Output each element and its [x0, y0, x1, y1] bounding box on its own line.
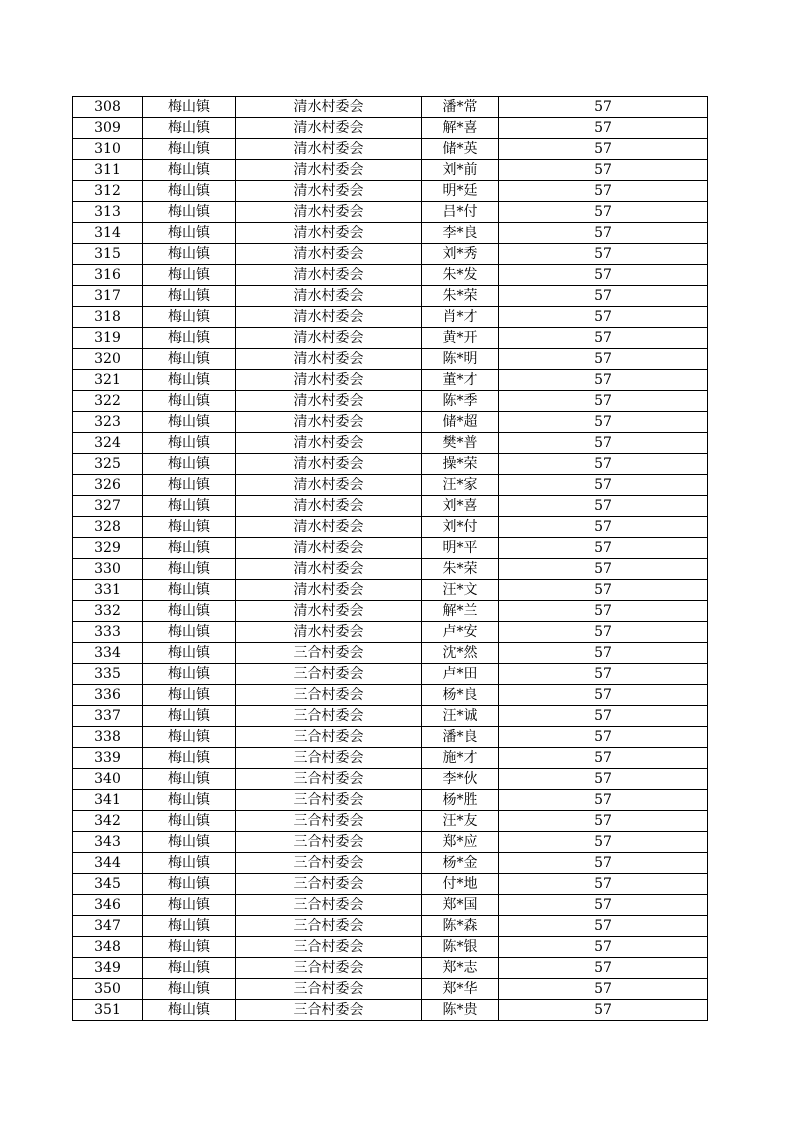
village-committee-cell: 清水村委会	[236, 160, 422, 181]
row-number-cell: 347	[73, 916, 143, 937]
row-number-cell: 326	[73, 475, 143, 496]
table-row	[73, 412, 708, 433]
village-committee-cell: 清水村委会	[236, 580, 422, 601]
table-row	[73, 769, 708, 790]
row-number-cell: 332	[73, 601, 143, 622]
amount-cell: 57	[499, 979, 708, 1000]
village-committee-cell: 三合村委会	[236, 706, 422, 727]
name-cell: 陈*季	[422, 391, 499, 412]
table-row	[73, 832, 708, 853]
name-cell: 陈*贵	[422, 1000, 499, 1021]
row-number-cell: 320	[73, 349, 143, 370]
amount-cell: 57	[499, 895, 708, 916]
row-number-cell: 350	[73, 979, 143, 1000]
amount-cell: 57	[499, 118, 708, 139]
table-row	[73, 643, 708, 664]
town-cell: 梅山镇	[143, 685, 236, 706]
village-committee-cell: 清水村委会	[236, 496, 422, 517]
name-cell: 储*英	[422, 139, 499, 160]
amount-cell: 57	[499, 664, 708, 685]
table-row	[73, 391, 708, 412]
table-row	[73, 559, 708, 580]
amount-cell: 57	[499, 412, 708, 433]
table-row	[73, 853, 708, 874]
name-cell: 杨*良	[422, 685, 499, 706]
row-number-cell: 323	[73, 412, 143, 433]
amount-cell: 57	[499, 307, 708, 328]
amount-cell: 57	[499, 748, 708, 769]
table-row	[73, 139, 708, 160]
table-row	[73, 181, 708, 202]
village-committee-cell: 清水村委会	[236, 265, 422, 286]
amount-cell: 57	[499, 853, 708, 874]
row-number-cell: 345	[73, 874, 143, 895]
row-number-cell: 346	[73, 895, 143, 916]
town-cell: 梅山镇	[143, 643, 236, 664]
row-number-cell: 335	[73, 664, 143, 685]
village-committee-cell: 三合村委会	[236, 727, 422, 748]
row-number-cell: 310	[73, 139, 143, 160]
table-row	[73, 874, 708, 895]
village-committee-cell: 清水村委会	[236, 181, 422, 202]
table-row	[73, 97, 708, 118]
row-number-cell: 314	[73, 223, 143, 244]
village-committee-cell: 三合村委会	[236, 958, 422, 979]
town-cell: 梅山镇	[143, 874, 236, 895]
village-committee-cell: 清水村委会	[236, 307, 422, 328]
row-number-cell: 316	[73, 265, 143, 286]
amount-cell: 57	[499, 559, 708, 580]
village-committee-cell: 三合村委会	[236, 916, 422, 937]
table-row	[73, 580, 708, 601]
row-number-cell: 334	[73, 643, 143, 664]
row-number-cell: 349	[73, 958, 143, 979]
amount-cell: 57	[499, 790, 708, 811]
row-number-cell: 309	[73, 118, 143, 139]
row-number-cell: 315	[73, 244, 143, 265]
town-cell: 梅山镇	[143, 622, 236, 643]
town-cell: 梅山镇	[143, 181, 236, 202]
town-cell: 梅山镇	[143, 517, 236, 538]
name-cell: 汪*友	[422, 811, 499, 832]
row-number-cell: 322	[73, 391, 143, 412]
row-number-cell: 342	[73, 811, 143, 832]
village-committee-cell: 清水村委会	[236, 622, 422, 643]
village-committee-cell: 清水村委会	[236, 223, 422, 244]
amount-cell: 57	[499, 538, 708, 559]
table-row	[73, 517, 708, 538]
row-number-cell: 308	[73, 97, 143, 118]
name-cell: 刘*秀	[422, 244, 499, 265]
amount-cell: 57	[499, 622, 708, 643]
row-number-cell: 336	[73, 685, 143, 706]
amount-cell: 57	[499, 496, 708, 517]
table-row	[73, 223, 708, 244]
name-cell: 解*兰	[422, 601, 499, 622]
amount-cell: 57	[499, 265, 708, 286]
row-number-cell: 325	[73, 454, 143, 475]
village-committee-cell: 清水村委会	[236, 349, 422, 370]
row-number-cell: 348	[73, 937, 143, 958]
table-row	[73, 622, 708, 643]
village-committee-cell: 清水村委会	[236, 517, 422, 538]
name-cell: 朱*荣	[422, 559, 499, 580]
table-row	[73, 811, 708, 832]
amount-cell: 57	[499, 391, 708, 412]
name-cell: 刘*前	[422, 160, 499, 181]
name-cell: 朱*发	[422, 265, 499, 286]
data-table	[72, 96, 708, 1021]
table-row	[73, 895, 708, 916]
name-cell: 陈*森	[422, 916, 499, 937]
village-committee-cell: 三合村委会	[236, 769, 422, 790]
name-cell: 郑*应	[422, 832, 499, 853]
row-number-cell: 329	[73, 538, 143, 559]
name-cell: 潘*常	[422, 97, 499, 118]
village-committee-cell: 三合村委会	[236, 643, 422, 664]
amount-cell: 57	[499, 181, 708, 202]
table-row	[73, 349, 708, 370]
row-number-cell: 338	[73, 727, 143, 748]
name-cell: 樊*普	[422, 433, 499, 454]
town-cell: 梅山镇	[143, 223, 236, 244]
row-number-cell: 324	[73, 433, 143, 454]
village-committee-cell: 三合村委会	[236, 685, 422, 706]
amount-cell: 57	[499, 874, 708, 895]
town-cell: 梅山镇	[143, 475, 236, 496]
table-row	[73, 538, 708, 559]
table-row	[73, 958, 708, 979]
row-number-cell: 351	[73, 1000, 143, 1021]
name-cell: 吕*付	[422, 202, 499, 223]
town-cell: 梅山镇	[143, 895, 236, 916]
table-row	[73, 727, 708, 748]
amount-cell: 57	[499, 601, 708, 622]
amount-cell: 57	[499, 517, 708, 538]
village-committee-cell: 三合村委会	[236, 874, 422, 895]
village-committee-cell: 清水村委会	[236, 391, 422, 412]
amount-cell: 57	[499, 475, 708, 496]
town-cell: 梅山镇	[143, 706, 236, 727]
row-number-cell: 340	[73, 769, 143, 790]
table-row	[73, 790, 708, 811]
name-cell: 付*地	[422, 874, 499, 895]
town-cell: 梅山镇	[143, 118, 236, 139]
town-cell: 梅山镇	[143, 496, 236, 517]
name-cell: 郑*华	[422, 979, 499, 1000]
row-number-cell: 313	[73, 202, 143, 223]
row-number-cell: 328	[73, 517, 143, 538]
name-cell: 刘*付	[422, 517, 499, 538]
table-row	[73, 979, 708, 1000]
town-cell: 梅山镇	[143, 265, 236, 286]
village-committee-cell: 三合村委会	[236, 1000, 422, 1021]
row-number-cell: 312	[73, 181, 143, 202]
village-committee-cell: 清水村委会	[236, 370, 422, 391]
village-committee-cell: 三合村委会	[236, 748, 422, 769]
table-row	[73, 1000, 708, 1021]
amount-cell: 57	[499, 811, 708, 832]
name-cell: 黄*开	[422, 328, 499, 349]
town-cell: 梅山镇	[143, 370, 236, 391]
town-cell: 梅山镇	[143, 349, 236, 370]
village-committee-cell: 清水村委会	[236, 118, 422, 139]
name-cell: 潘*良	[422, 727, 499, 748]
name-cell: 李*伙	[422, 769, 499, 790]
amount-cell: 57	[499, 349, 708, 370]
village-committee-cell: 清水村委会	[236, 244, 422, 265]
town-cell: 梅山镇	[143, 1000, 236, 1021]
amount-cell: 57	[499, 286, 708, 307]
name-cell: 董*才	[422, 370, 499, 391]
town-cell: 梅山镇	[143, 160, 236, 181]
town-cell: 梅山镇	[143, 244, 236, 265]
name-cell: 施*才	[422, 748, 499, 769]
amount-cell: 57	[499, 832, 708, 853]
village-committee-cell: 三合村委会	[236, 790, 422, 811]
name-cell: 明*廷	[422, 181, 499, 202]
town-cell: 梅山镇	[143, 748, 236, 769]
amount-cell: 57	[499, 454, 708, 475]
table-row	[73, 307, 708, 328]
town-cell: 梅山镇	[143, 328, 236, 349]
village-committee-cell: 清水村委会	[236, 97, 422, 118]
row-number-cell: 343	[73, 832, 143, 853]
row-number-cell: 311	[73, 160, 143, 181]
table-row	[73, 685, 708, 706]
village-committee-cell: 清水村委会	[236, 139, 422, 160]
row-number-cell: 337	[73, 706, 143, 727]
name-cell: 解*喜	[422, 118, 499, 139]
town-cell: 梅山镇	[143, 97, 236, 118]
town-cell: 梅山镇	[143, 958, 236, 979]
name-cell: 陈*银	[422, 937, 499, 958]
village-committee-cell: 清水村委会	[236, 475, 422, 496]
town-cell: 梅山镇	[143, 769, 236, 790]
amount-cell: 57	[499, 97, 708, 118]
amount-cell: 57	[499, 202, 708, 223]
name-cell: 汪*文	[422, 580, 499, 601]
amount-cell: 57	[499, 223, 708, 244]
name-cell: 朱*荣	[422, 286, 499, 307]
table-row	[73, 916, 708, 937]
amount-cell: 57	[499, 706, 708, 727]
amount-cell: 57	[499, 727, 708, 748]
village-committee-cell: 清水村委会	[236, 202, 422, 223]
village-committee-cell: 清水村委会	[236, 559, 422, 580]
village-committee-cell: 三合村委会	[236, 979, 422, 1000]
table-row	[73, 601, 708, 622]
row-number-cell: 330	[73, 559, 143, 580]
amount-cell: 57	[499, 937, 708, 958]
row-number-cell: 341	[73, 790, 143, 811]
row-number-cell: 327	[73, 496, 143, 517]
village-committee-cell: 清水村委会	[236, 601, 422, 622]
table-row	[73, 748, 708, 769]
row-number-cell: 331	[73, 580, 143, 601]
town-cell: 梅山镇	[143, 454, 236, 475]
village-committee-cell: 三合村委会	[236, 895, 422, 916]
name-cell: 郑*国	[422, 895, 499, 916]
name-cell: 李*良	[422, 223, 499, 244]
name-cell: 沈*然	[422, 643, 499, 664]
village-committee-cell: 三合村委会	[236, 664, 422, 685]
village-committee-cell: 三合村委会	[236, 811, 422, 832]
town-cell: 梅山镇	[143, 538, 236, 559]
village-committee-cell: 三合村委会	[236, 832, 422, 853]
town-cell: 梅山镇	[143, 811, 236, 832]
amount-cell: 57	[499, 958, 708, 979]
amount-cell: 57	[499, 769, 708, 790]
table-body	[73, 97, 708, 1021]
town-cell: 梅山镇	[143, 916, 236, 937]
table-row	[73, 265, 708, 286]
amount-cell: 57	[499, 139, 708, 160]
village-committee-cell: 清水村委会	[236, 328, 422, 349]
name-cell: 汪*家	[422, 475, 499, 496]
amount-cell: 57	[499, 328, 708, 349]
village-committee-cell: 三合村委会	[236, 937, 422, 958]
amount-cell: 57	[499, 244, 708, 265]
village-committee-cell: 清水村委会	[236, 454, 422, 475]
amount-cell: 57	[499, 370, 708, 391]
name-cell: 刘*喜	[422, 496, 499, 517]
town-cell: 梅山镇	[143, 391, 236, 412]
row-number-cell: 333	[73, 622, 143, 643]
name-cell: 郑*志	[422, 958, 499, 979]
amount-cell: 57	[499, 685, 708, 706]
amount-cell: 57	[499, 1000, 708, 1021]
table-row	[73, 286, 708, 307]
village-committee-cell: 三合村委会	[236, 853, 422, 874]
amount-cell: 57	[499, 643, 708, 664]
town-cell: 梅山镇	[143, 832, 236, 853]
table-row	[73, 118, 708, 139]
row-number-cell: 318	[73, 307, 143, 328]
table-row	[73, 706, 708, 727]
amount-cell: 57	[499, 580, 708, 601]
amount-cell: 57	[499, 916, 708, 937]
town-cell: 梅山镇	[143, 664, 236, 685]
town-cell: 梅山镇	[143, 412, 236, 433]
name-cell: 明*平	[422, 538, 499, 559]
name-cell: 储*超	[422, 412, 499, 433]
name-cell: 汪*诚	[422, 706, 499, 727]
row-number-cell: 344	[73, 853, 143, 874]
town-cell: 梅山镇	[143, 307, 236, 328]
name-cell: 杨*胜	[422, 790, 499, 811]
town-cell: 梅山镇	[143, 853, 236, 874]
table-row	[73, 937, 708, 958]
name-cell: 杨*金	[422, 853, 499, 874]
town-cell: 梅山镇	[143, 202, 236, 223]
table-row	[73, 496, 708, 517]
town-cell: 梅山镇	[143, 559, 236, 580]
name-cell: 肖*才	[422, 307, 499, 328]
table-row	[73, 454, 708, 475]
amount-cell: 57	[499, 433, 708, 454]
row-number-cell: 321	[73, 370, 143, 391]
table-row	[73, 664, 708, 685]
amount-cell: 57	[499, 160, 708, 181]
town-cell: 梅山镇	[143, 580, 236, 601]
table-row	[73, 328, 708, 349]
table-row	[73, 370, 708, 391]
name-cell: 操*荣	[422, 454, 499, 475]
name-cell: 卢*安	[422, 622, 499, 643]
village-committee-cell: 清水村委会	[236, 538, 422, 559]
village-committee-cell: 清水村委会	[236, 412, 422, 433]
table-row	[73, 160, 708, 181]
town-cell: 梅山镇	[143, 286, 236, 307]
town-cell: 梅山镇	[143, 937, 236, 958]
village-committee-cell: 清水村委会	[236, 433, 422, 454]
name-cell: 卢*田	[422, 664, 499, 685]
name-cell: 陈*明	[422, 349, 499, 370]
town-cell: 梅山镇	[143, 601, 236, 622]
town-cell: 梅山镇	[143, 979, 236, 1000]
table-row	[73, 433, 708, 454]
table-row	[73, 202, 708, 223]
town-cell: 梅山镇	[143, 139, 236, 160]
row-number-cell: 339	[73, 748, 143, 769]
town-cell: 梅山镇	[143, 790, 236, 811]
town-cell: 梅山镇	[143, 433, 236, 454]
row-number-cell: 319	[73, 328, 143, 349]
row-number-cell: 317	[73, 286, 143, 307]
table-row	[73, 244, 708, 265]
town-cell: 梅山镇	[143, 727, 236, 748]
village-committee-cell: 清水村委会	[236, 286, 422, 307]
table-row	[73, 475, 708, 496]
